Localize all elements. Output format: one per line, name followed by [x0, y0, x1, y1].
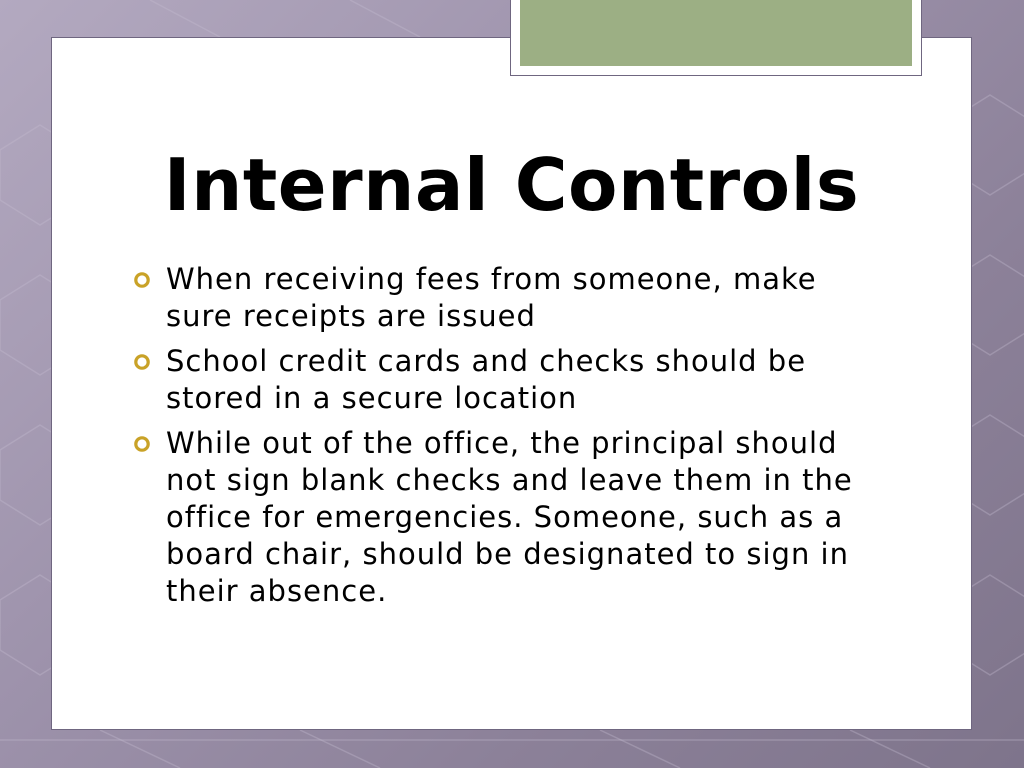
bullet-text: School credit cards and checks should be stored in a secure location: [166, 344, 807, 415]
gear-bullet-icon: [134, 354, 150, 370]
accent-bar: [520, 0, 912, 66]
gear-bullet-icon: [134, 272, 150, 288]
bullet-item: [134, 343, 874, 417]
bullet-text: When receiving fees from someone, make sure receipts are issued: [166, 262, 817, 333]
bullet-list: [134, 261, 874, 618]
accent-tab: [510, 0, 922, 76]
bullet-item: [134, 261, 874, 335]
bullet-item: [134, 425, 874, 610]
gear-bullet-icon: [134, 436, 150, 452]
slide-title: Internal Controls: [163, 143, 860, 227]
bullet-text: While out of the office, the principal should not sign blank checks and leave them in the office for emergencies. Someone, such as a board chair, should be designated to sign in their absence.: [166, 426, 853, 608]
